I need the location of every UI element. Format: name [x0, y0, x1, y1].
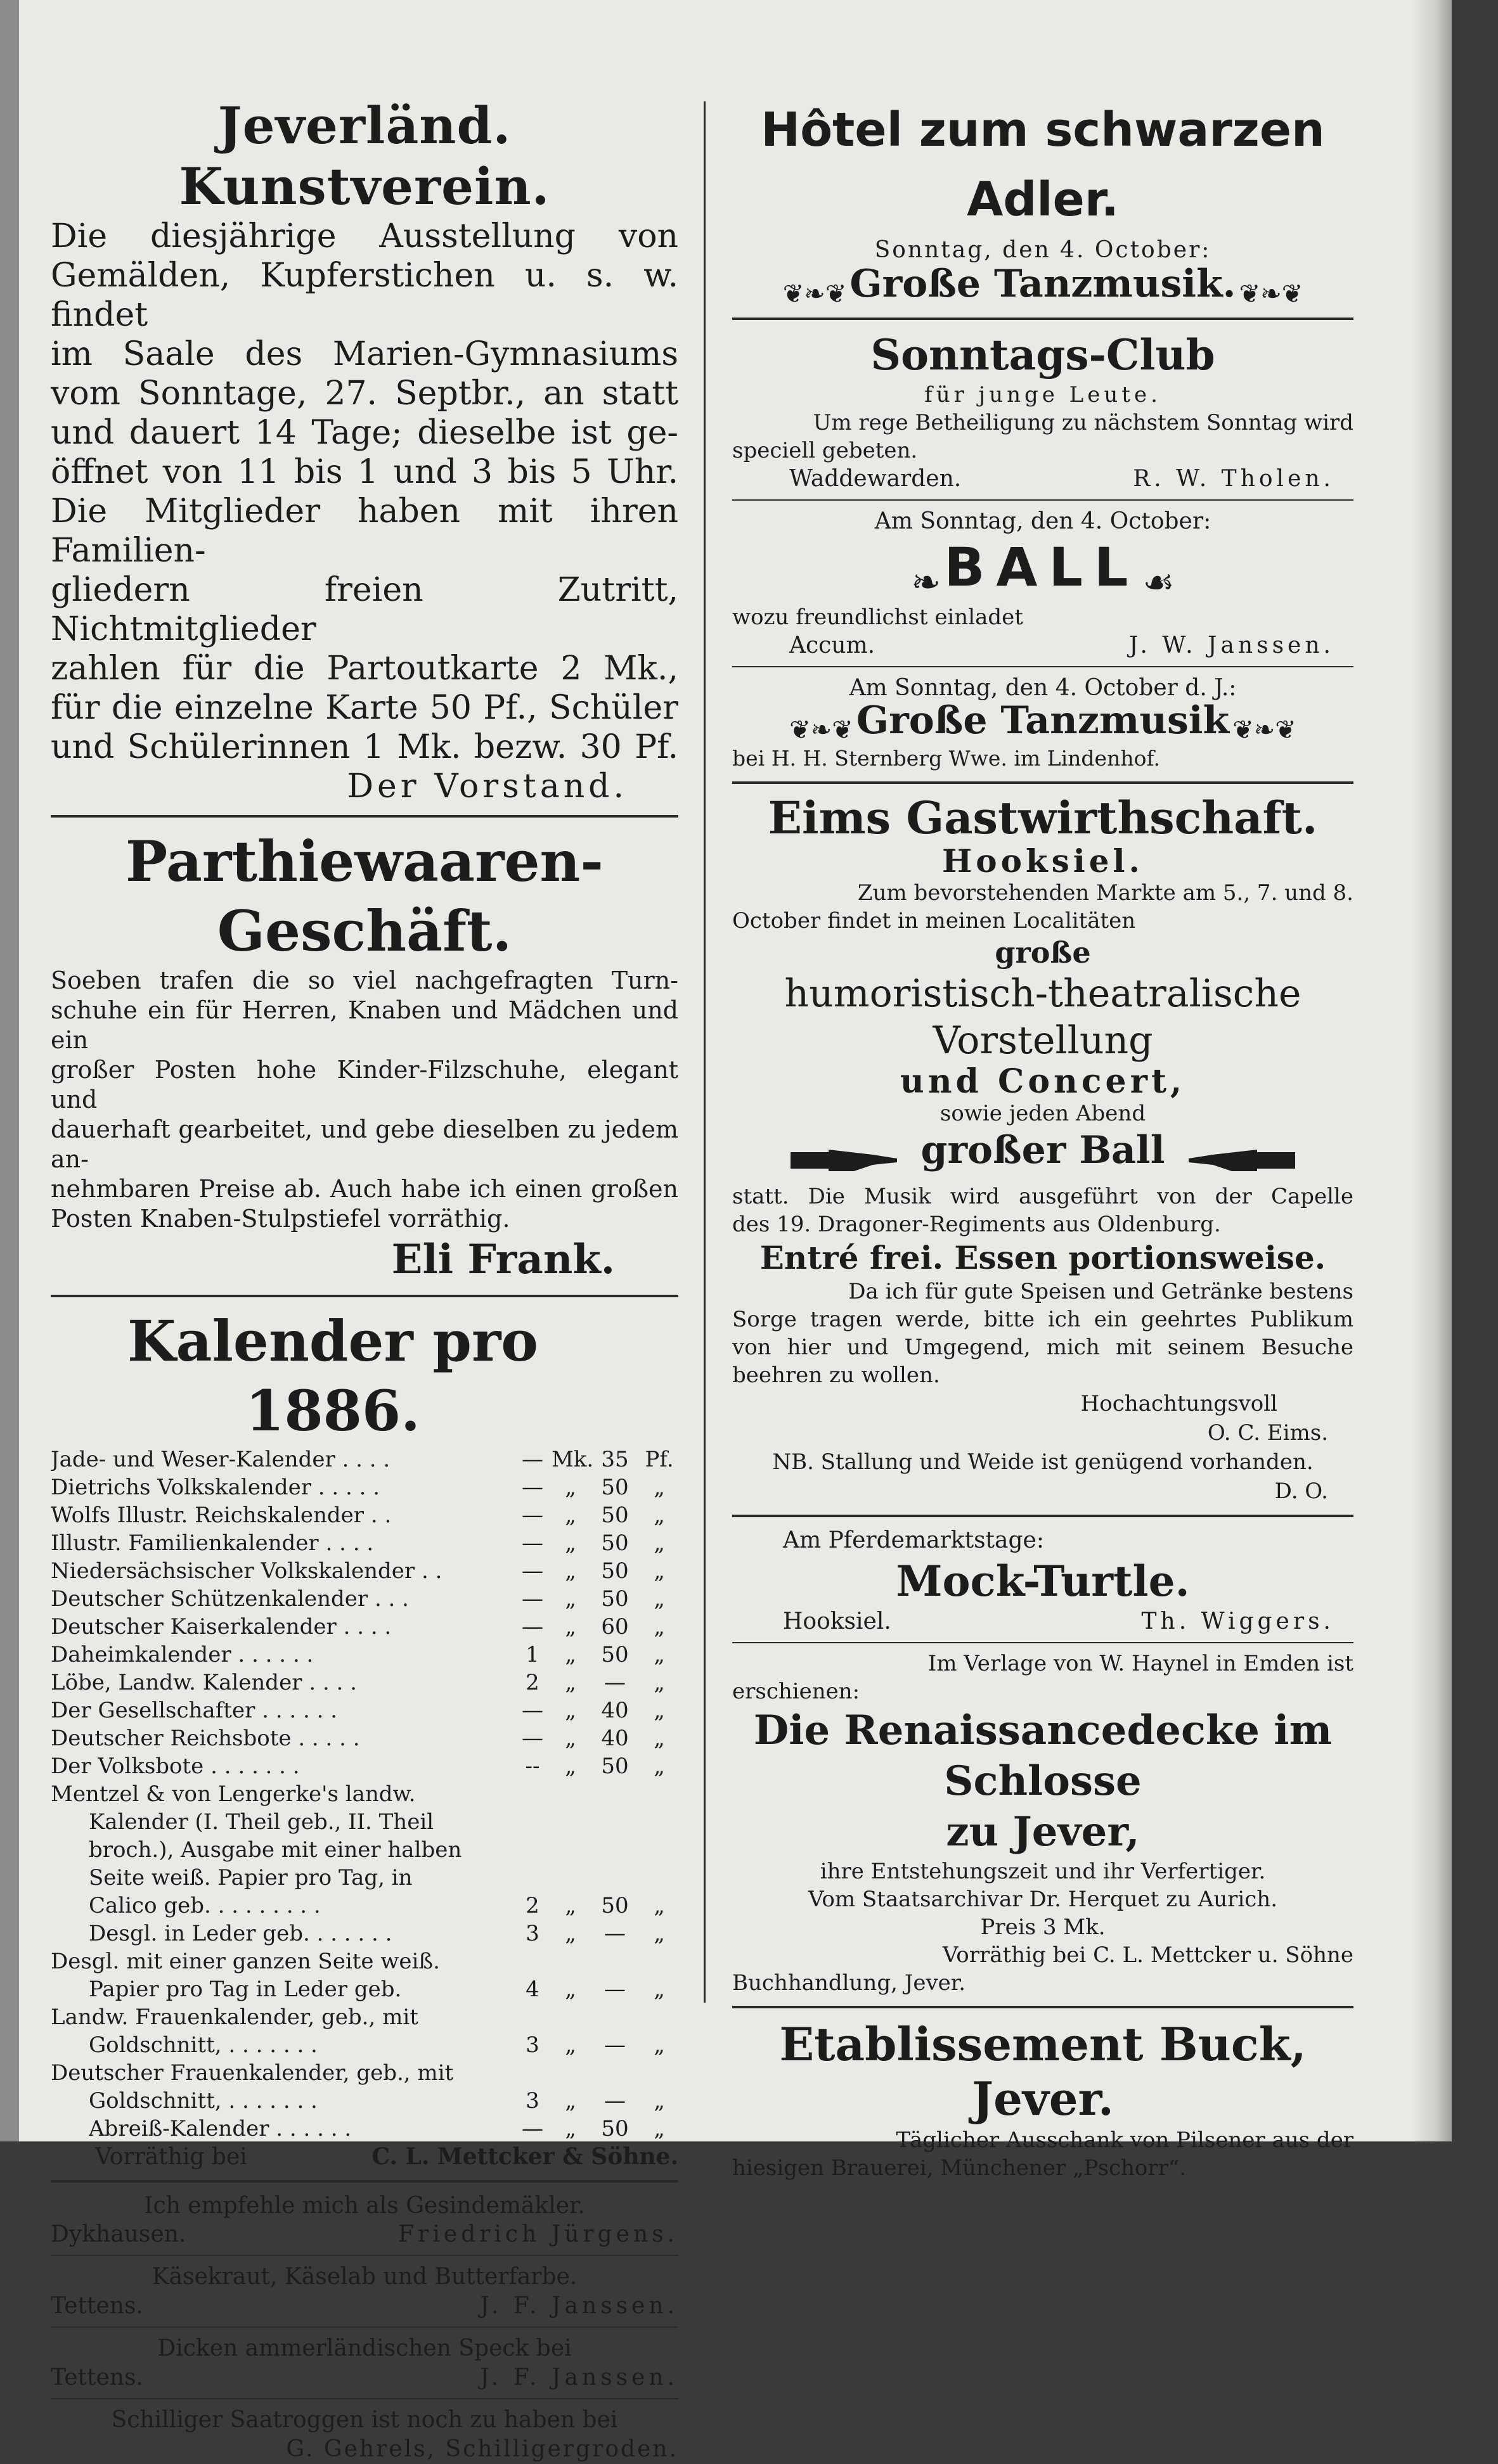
pointing-hand-right-icon: [791, 1146, 898, 1175]
kalender-item-unit: „: [565, 1503, 576, 1528]
kalender-list: [51, 2087, 678, 2143]
kalender-item-mark: 1: [526, 1642, 539, 1667]
ornament-left-icon: ❧: [911, 561, 941, 603]
ad-hotel-adler: [732, 95, 1353, 309]
ad-greeting: Hochachtungsvoll: [1080, 1391, 1277, 1416]
kalender-item-mark: —: [522, 1614, 543, 1639]
ad-line: und Schülerinnen 1 Mk. bezw. 30 Pf.: [51, 728, 678, 766]
kalender-item-currency: „: [654, 1503, 665, 1528]
ad-line: und dauert 14 Tage; dieselbe ist ge-: [51, 414, 678, 452]
ad-verlag-haynel: [732, 1650, 1353, 1997]
kalender-item-mark: --: [525, 1754, 540, 1779]
divider: [732, 318, 1353, 320]
ad-title: Kalender pro 1886.: [127, 1308, 538, 1444]
ad-date: Am Sonntag, den 4. October:: [874, 508, 1211, 534]
ad-line: von hier und Umgegend, mich mit seinem Besuche: [732, 1335, 1353, 1360]
kalender-item-currency: „: [654, 1614, 665, 1639]
kalender-item-mark: —: [522, 1586, 543, 1612]
ad-signature: D. O.: [1274, 1479, 1328, 1504]
ad-line: Preis 3 Mk.: [980, 1915, 1106, 1940]
divider: [732, 781, 1353, 784]
kalender-item-price: 50: [601, 1754, 629, 1779]
ad-signature: Th. Wiggers.: [1141, 1608, 1334, 1634]
kalender-list: [51, 1892, 678, 1947]
kalender-item-name: Calico geb. . . . . . . . .: [89, 1893, 321, 1918]
ad-line: NB. Stallung und Weide ist genügend vorhanden.: [772, 1449, 1314, 1475]
kalender-list: [51, 1975, 678, 2003]
ad-body: [51, 217, 678, 806]
ornament-right-icon: ❦❧❦: [1239, 279, 1303, 309]
ad-body: [732, 1278, 1353, 1389]
ad-headline: Entré frei. Essen portionsweise.: [759, 1239, 1326, 1276]
kalender-item-currency: „: [654, 1530, 665, 1556]
kalender-item-currency: „: [654, 2088, 665, 2114]
kalender-list: [51, 2031, 678, 2059]
kalender-item-currency: „: [654, 1893, 665, 1918]
kalender-item-name: Desgl. in Leder geb. . . . . . .: [89, 1921, 392, 1946]
ad-saatroggen: [51, 2406, 678, 2464]
kalender-item-mark: 3: [526, 2032, 539, 2058]
ad-line: Landw. Frauenkalender, geb., mit: [51, 2005, 418, 2030]
kalender-item: [51, 1473, 678, 1501]
kalender-item-price: —: [604, 2032, 626, 2058]
kalender-item-unit: „: [565, 1726, 576, 1751]
divider: [732, 2006, 1353, 2008]
ad-line: für die einzelne Karte 50 Pf., Schüler: [51, 689, 678, 727]
kalender-item-price: 50: [601, 1558, 629, 1584]
ad-title: Parthiewaaren-Geschäft.: [126, 828, 604, 964]
ad-line: Käsekraut, Käselab und Butterfarbe.: [152, 2264, 578, 2290]
kalender-item: [51, 1752, 678, 1780]
ad-gesindemaekler: [51, 2191, 678, 2249]
kalender-item: [89, 1892, 678, 1920]
kalender-item-price: 50: [601, 2116, 629, 2141]
ad-line: bei H. H. Sternberg Wwe. im Lindenhof.: [732, 746, 1160, 771]
ad-title: Etablissement Buck, Jever.: [779, 2017, 1307, 2126]
ad-signature: J. F. Janssen.: [480, 2365, 678, 2390]
kalender-item: [51, 1529, 678, 1557]
kalender-item-name: Abreiß-Kalender . . . . . .: [89, 2116, 352, 2141]
page-edge-right: [1411, 0, 1452, 2141]
ad-line: Mentzel & von Lengerke's landw.: [51, 1781, 416, 1807]
ad-line: sowie jeden Abend: [939, 1101, 1146, 1126]
ad-headline: große: [995, 935, 1091, 970]
kalender-item-currency: Pf.: [645, 1447, 674, 1472]
ad-title: Hôtel zum schwarzen Adler.: [761, 103, 1325, 227]
kalender-item-currency: „: [654, 1977, 665, 2002]
ad-parthiewaaren: [51, 826, 678, 1286]
kalender-item-price: 50: [601, 1503, 629, 1528]
divider: [732, 499, 1353, 501]
ad-signature: J. F. Janssen.: [480, 2293, 678, 2319]
ad-event-row: [732, 262, 1353, 309]
divider: [51, 2326, 678, 2328]
ad-headline: Vorstellung: [933, 1018, 1153, 1063]
ad-date: Sonntag, den 4. October:: [874, 237, 1211, 263]
kalender-item-name: Der Volksbote . . . . . . .: [51, 1754, 300, 1779]
ad-line: beehren zu wollen.: [732, 1363, 940, 1388]
ad-body: [732, 1183, 1353, 1238]
ad-title: BALL: [944, 536, 1140, 598]
kalender-mentzel: [51, 1780, 678, 1892]
kalender-item-unit: „: [565, 1642, 576, 1667]
ad-place: Tettens.: [51, 2365, 143, 2390]
ad-ball: [732, 507, 1353, 660]
ad-line: des 19. Dragoner-Regiments aus Oldenburg.: [732, 1212, 1221, 1237]
kalender-item-mark: 3: [526, 2088, 539, 2114]
kalender-item-currency: „: [654, 2116, 665, 2141]
ad-etablissement-buck: [732, 2017, 1353, 2182]
kalender-item-name: Daheimkalender . . . . . .: [51, 1642, 314, 1667]
kalender-item-name: Goldschnitt, . . . . . . .: [89, 2032, 318, 2058]
kalender-item-unit: Mk.: [552, 1447, 594, 1472]
kalender-item-price: 40: [601, 1726, 629, 1751]
divider: [732, 1642, 1353, 1643]
kalender-item-currency: „: [654, 1558, 665, 1584]
kalender-item-unit: „: [565, 1475, 576, 1500]
ad-event-row: [732, 536, 1353, 603]
kalender-item-unit: „: [565, 2116, 576, 2141]
ad-signature: O. C. Eims.: [1207, 1420, 1328, 1446]
ornament-left-icon: ❦❧❦: [782, 279, 847, 309]
kalender-item-unit: „: [565, 2032, 576, 2058]
divider: [732, 666, 1353, 667]
kalender-item-unit: „: [565, 1586, 576, 1612]
ad-line: Vom Staatsarchivar Dr. Herquet zu Aurich.: [808, 1887, 1278, 1912]
kalender-item: [89, 2031, 678, 2059]
column-divider: [704, 101, 706, 2003]
ad-line: erschienen:: [732, 1679, 860, 1704]
ad-line: statt. Die Musik wird ausgeführt von der Capelle: [732, 1184, 1353, 1209]
kalender-item: [51, 1446, 678, 1473]
kalender-item-currency: „: [654, 2032, 665, 2058]
kalender-item-unit: „: [565, 2088, 576, 2114]
vorraethig-firm: C. L. Mettcker & Söhne.: [371, 2143, 678, 2170]
kalender-item-price: 50: [601, 1586, 629, 1612]
vorraethig-label: Vorräthig bei: [95, 2144, 247, 2170]
kalender-item-unit: „: [565, 1893, 576, 1918]
ad-date: Am Pferdemarktstage:: [783, 1527, 1044, 1553]
ad-kunstverein: [51, 95, 678, 806]
ad-signature: Friedrich Jürgens.: [398, 2221, 678, 2247]
ad-line: großer Posten hohe Kinder-Filzschuhe, elegant und: [51, 1056, 678, 1113]
kalender-item: [51, 1613, 678, 1641]
divider: [51, 2255, 678, 2256]
ad-headline: humoristisch-theatralische: [784, 972, 1301, 1016]
kalender-item-mark: 4: [526, 1977, 539, 2002]
kalender-item-currency: „: [654, 1586, 665, 1612]
ad-line: Schilliger Saatroggen ist noch zu haben bei: [111, 2407, 618, 2433]
kalender-item-name: Wolfs Illustr. Reichskalender . .: [51, 1503, 392, 1528]
ad-line: Posten Knaben-Stulpstiefel vorräthig.: [51, 1205, 510, 1233]
kalender-item-price: 35: [601, 1447, 629, 1472]
ad-mock-turtle: [732, 1526, 1353, 1636]
ad-headline: großer Ball: [920, 1128, 1165, 1172]
ad-tanzmusik-lindenhof: [732, 674, 1353, 773]
kalender-item-price: 40: [601, 1698, 629, 1723]
kalender-item-mark: 3: [526, 1921, 539, 1946]
kalender-item: [89, 1975, 678, 2003]
ad-event: Große Tanzmusik.: [849, 262, 1236, 306]
kalender-item: [89, 2087, 678, 2115]
kalender-item-name: Jade- und Weser-Kalender . . . .: [51, 1447, 391, 1472]
ad-line: ihre Entstehungszeit und ihr Verfertiger.: [820, 1859, 1266, 1884]
ad-sub: für junge Leute.: [924, 382, 1161, 407]
kalender-item-name: Goldschnitt, . . . . . . .: [89, 2088, 318, 2114]
kalender-item-name: Deutscher Schützenkalender . . .: [51, 1586, 409, 1612]
kalender-item-unit: „: [565, 1558, 576, 1584]
kalender-item-mark: —: [522, 1475, 543, 1500]
ad-speck: [51, 2334, 678, 2392]
kalender-item-mark: —: [522, 1447, 543, 1472]
kalender-item-mark: —: [522, 1530, 543, 1556]
ad-line: öffnet von 11 bis 1 und 3 bis 5 Uhr.: [51, 453, 678, 491]
ad-title: Sonntags-Club: [870, 330, 1215, 380]
kalender-item-currency: „: [654, 1726, 665, 1751]
ad-place: Accum.: [789, 632, 875, 658]
ad-signature-row: [51, 2363, 678, 2392]
ad-signature-row: [732, 631, 1353, 660]
ad-event-row: [732, 698, 1353, 745]
divider: [51, 2180, 678, 2183]
ad-place: Tettens.: [51, 2293, 143, 2319]
ad-line: Im Verlage von W. Haynel in Emden ist: [927, 1651, 1353, 1676]
ad-line: im Saale des Marien-Gymnasiums: [51, 335, 678, 373]
ad-signature: R. W. Tholen.: [1133, 465, 1334, 492]
right-column: [732, 95, 1353, 2182]
kalender-item-mark: —: [522, 1698, 543, 1723]
ad-line: Die diesjährige Ausstellung von: [51, 217, 678, 255]
ad-line: Kalender (I. Theil geb., II. Theil: [89, 1809, 434, 1835]
ad-line: Vorräthig bei C. L. Mettcker u. Söhne: [942, 1942, 1353, 1968]
kalender-item-currency: „: [654, 1754, 665, 1779]
ad-place: Hooksiel.: [942, 842, 1144, 880]
ad-line: October findet in meinen Localitäten: [732, 908, 1136, 934]
kalender-item-price: —: [604, 1921, 626, 1946]
kalender-item-name: Niedersächsischer Volkskalender . .: [51, 1558, 442, 1584]
kalender-item-name: Löbe, Landw. Kalender . . . .: [51, 1670, 357, 1695]
kalender-item-unit: „: [565, 1921, 576, 1946]
kalender-item-name: Dietrichs Volkskalender . . . . .: [51, 1475, 380, 1500]
kalender-item-mark: —: [522, 1503, 543, 1528]
kalender-item-name: Papier pro Tag in Leder geb.: [89, 1977, 402, 2002]
ad-sonntags-club: [732, 329, 1353, 493]
kalender-item-currency: „: [654, 1670, 665, 1695]
ad-signature-row: [732, 1607, 1353, 1636]
divider: [51, 2398, 678, 2399]
ad-line: hiesigen Brauerei, Münchener „Pschorr“.: [732, 2155, 1187, 2181]
kalender-item-name: Illustr. Familienkalender . . . .: [51, 1530, 374, 1556]
ad-line: zahlen für die Partoutkarte 2 Mk.,: [51, 650, 678, 688]
ad-title: Mock-Turtle.: [896, 1556, 1190, 1606]
kalender-item: [51, 1501, 678, 1529]
ad-date: Am Sonntag, den 4. October d. J.:: [849, 674, 1237, 701]
ad-line: gliedern freien Zutritt, Nichtmitglieder: [51, 571, 678, 648]
ad-line: Soeben trafen die so viel nachgefragten Turn-: [51, 966, 678, 994]
kalender-item-currency: „: [654, 1475, 665, 1500]
kalender-item: [51, 1669, 678, 1697]
ad-line: dauerhaft gearbeitet, und gebe dieselben zu jedem an-: [51, 1115, 678, 1173]
ad-line: broch.), Ausgabe mit einer halben: [89, 1837, 462, 1863]
ad-line: Sorge tragen werde, bitte ich ein geehrtes Publikum: [732, 1307, 1353, 1332]
ornament-right-icon: ☙: [1142, 561, 1175, 603]
kalender-item-mark: 2: [526, 1670, 539, 1695]
ad-place: Waddewarden.: [789, 465, 962, 492]
ad-line: Buchhandlung, Jever.: [732, 1970, 966, 1996]
kalender-item-currency: „: [654, 1642, 665, 1667]
ad-line: nehmbaren Preise ab. Auch habe ich einen großen: [51, 1175, 678, 1203]
kalender-item-mark: 2: [526, 1893, 539, 1918]
kalender-item-currency: „: [654, 1698, 665, 1723]
ad-signature: Der Vorstand.: [347, 767, 628, 805]
ad-line: Zum bevorstehenden Markte am 5., 7. und 8.: [857, 880, 1353, 906]
ad-line: Seite weiß. Papier pro Tag, in: [89, 1865, 413, 1890]
kalender-footer: [51, 2143, 678, 2171]
ad-line: wozu freundlichst einladet: [732, 604, 1023, 630]
ad-line: Deutscher Frauenkalender, geb., mit: [51, 2060, 454, 2086]
kalender-item-name: Deutscher Kaiserkalender . . . .: [51, 1614, 392, 1639]
kalender-item-name: Der Gesellschafter . . . . . .: [51, 1698, 338, 1723]
ad-line: Desgl. mit einer ganzen Seite weiß.: [51, 1949, 440, 1974]
kalender-item-price: 50: [601, 1893, 629, 1918]
kalender-item: [89, 1920, 678, 1947]
kalender-item-unit: „: [565, 1530, 576, 1556]
ad-line: Die Mitglieder haben mit ihren Familien-: [51, 492, 678, 570]
page-edge-left: [0, 0, 19, 2141]
ad-line: Da ich für gute Speisen und Getränke bestens: [848, 1279, 1353, 1304]
kalender-item-mark: —: [522, 2116, 543, 2141]
ad-event-row: [732, 1127, 1353, 1183]
kalender-item-mark: —: [522, 1558, 543, 1584]
ad-line: schuhe ein für Herren, Knaben und Mädchen und ein: [51, 996, 678, 1054]
ad-kalender: [51, 1306, 678, 2171]
ad-line: Um rege Betheiligung zu nächstem Sonntag wird: [813, 409, 1353, 435]
ad-place: Hooksiel.: [783, 1608, 891, 1634]
ornament-left-icon: ❦❧❦: [789, 715, 853, 745]
ad-kaese: [51, 2262, 678, 2320]
ad-signature: Eli Frank.: [391, 1236, 615, 1283]
kalender-item: [51, 1557, 678, 1585]
kalender-item-price: —: [604, 1977, 626, 2002]
ad-event: Große Tanzmusik: [856, 698, 1230, 743]
ad-line: Gemälden, Kupferstichen u. s. w. findet: [51, 257, 678, 334]
ad-line: Täglicher Ausschank von Pilsener aus der: [896, 2127, 1353, 2153]
kalender-item-name: Deutscher Reichsbote . . . . .: [51, 1726, 360, 1751]
divider: [51, 815, 678, 818]
ornament-right-icon: ❦❧❦: [1232, 715, 1296, 745]
ad-signature: G. Gehrels, Schilligergroden.: [286, 2436, 678, 2462]
ad-title: Eims Gastwirthschaft.: [768, 792, 1318, 844]
kalender-item: [51, 1641, 678, 1669]
ad-line: Dicken ammerländischen Speck bei: [157, 2335, 572, 2361]
ad-body: [51, 966, 678, 1234]
ad-signature-row: [51, 2220, 678, 2249]
kalender-item-currency: „: [654, 1921, 665, 1946]
ad-line: vom Sonntage, 27. Septbr., an statt: [51, 375, 678, 413]
kalender-item: [51, 1697, 678, 1724]
kalender-item: [51, 1585, 678, 1613]
kalender-item-price: —: [604, 2088, 626, 2114]
kalender-list: [51, 1446, 678, 1780]
kalender-item-price: 50: [601, 1475, 629, 1500]
ad-line: speciell gebeten.: [732, 437, 918, 463]
ad-signature-row: [51, 2292, 678, 2320]
kalender-item-unit: „: [565, 1670, 576, 1695]
ad-headline: und Concert,: [900, 1062, 1186, 1101]
kalender-item-price: 50: [601, 1530, 629, 1556]
ad-title: zu Jever,: [946, 1808, 1140, 1856]
ad-signature-row: [732, 465, 1353, 493]
ad-line: Ich empfehle mich als Gesindemäkler.: [144, 2193, 585, 2219]
kalender-item-unit: „: [565, 1754, 576, 1779]
pointing-hand-left-icon: [1187, 1146, 1295, 1175]
kalender-item-price: —: [604, 1670, 626, 1695]
ad-title: Jeverländ. Kunstverein.: [179, 96, 550, 216]
left-column: [51, 95, 678, 2464]
ad-eims: [732, 793, 1353, 1506]
kalender-item-unit: „: [565, 1614, 576, 1639]
ad-place: Dykhausen.: [51, 2221, 186, 2247]
kalender-item-price: 50: [601, 1642, 629, 1667]
ad-title: Die Renaissancedecke im Schlosse: [753, 1707, 1333, 1805]
kalender-item-mark: —: [522, 1726, 543, 1751]
kalender-item: [89, 2115, 678, 2143]
kalender-item-unit: „: [565, 1977, 576, 2002]
ad-signature: J. W. Janssen.: [1128, 632, 1334, 658]
kalender-item-unit: „: [565, 1698, 576, 1723]
divider: [732, 1515, 1353, 1517]
kalender-item: [51, 1724, 678, 1752]
kalender-item-price: 60: [601, 1614, 629, 1639]
divider: [51, 1295, 678, 1297]
